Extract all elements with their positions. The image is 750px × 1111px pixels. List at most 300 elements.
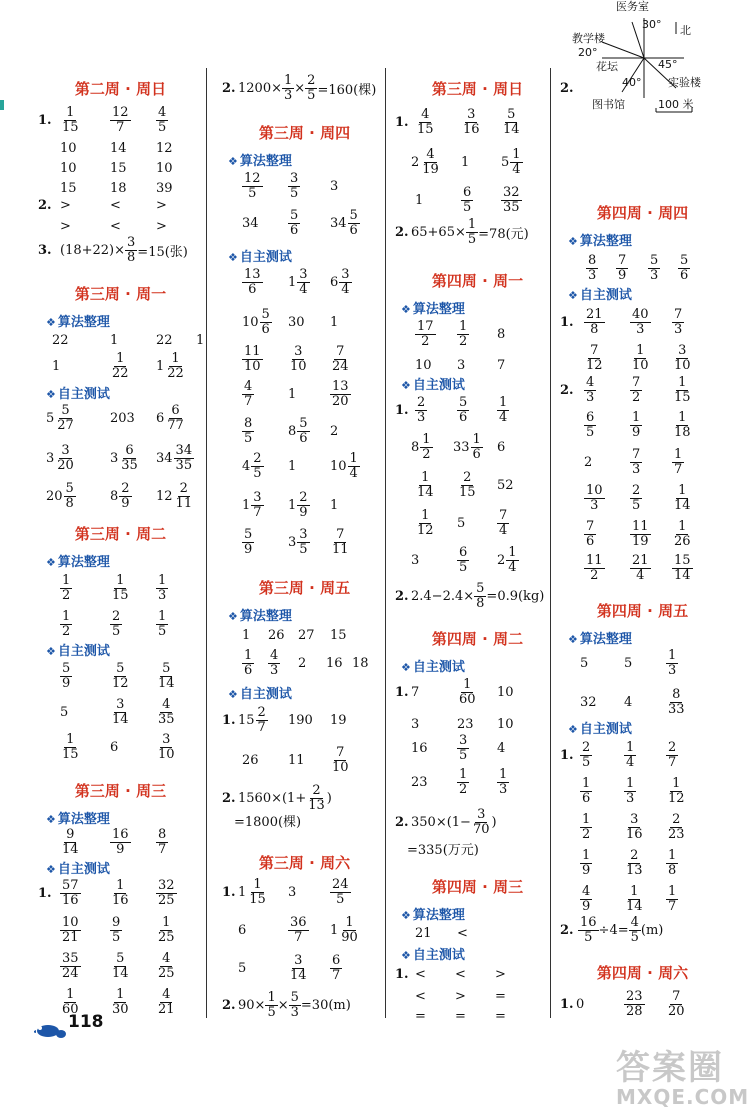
fraction: [305, 74, 317, 103]
numerator: 2: [179, 480, 188, 496]
answer-cell: [415, 503, 436, 543]
answer-row: [222, 910, 392, 950]
answer-row: [222, 166, 392, 206]
numerator: 1: [253, 876, 262, 892]
denominator: 8: [668, 862, 677, 878]
fraction: [672, 484, 693, 513]
fraction: [666, 813, 687, 842]
answer-value: 1: [288, 386, 297, 402]
answer-cell: [411, 762, 428, 802]
numerator: 5: [62, 660, 71, 676]
answer-value: 65+65×: [411, 224, 466, 240]
numerator: 4: [582, 883, 591, 899]
answer-column-2: [222, 0, 392, 1111]
denominator: 7: [244, 393, 253, 409]
fraction: [666, 885, 678, 914]
fraction: [584, 484, 605, 513]
fraction: [165, 404, 186, 433]
fraction: [506, 546, 518, 575]
fraction: [624, 849, 645, 878]
denominator: 12: [668, 790, 685, 806]
fraction: [457, 546, 469, 575]
answer-cell: [330, 910, 360, 950]
fraction: [666, 649, 678, 678]
question-number: 2.: [560, 80, 574, 96]
denominator: 9: [121, 495, 130, 511]
section-title: 第二周 · 周日: [74, 80, 167, 98]
whole-part: 2: [411, 154, 420, 170]
numerator: 21: [586, 306, 603, 322]
numerator: 2: [121, 480, 130, 496]
denominator: 19: [632, 533, 649, 549]
subsection-label: 自主测试: [239, 250, 292, 265]
fraction: [60, 916, 81, 945]
fraction: [497, 509, 509, 538]
subsection-label: 算法整理: [57, 315, 110, 330]
numerator: 2: [630, 847, 639, 863]
fraction: [457, 320, 469, 349]
fraction: [648, 254, 660, 283]
answer-cell: [242, 411, 254, 451]
answer-cell: [288, 948, 309, 988]
numerator: 1: [508, 544, 517, 560]
fraction: [174, 444, 195, 473]
fraction: [251, 452, 263, 481]
denominator: 12: [417, 522, 434, 538]
numerator: 3: [678, 342, 687, 358]
answer-cell: [457, 314, 469, 354]
answer-cell: [110, 822, 131, 862]
numerator: 1: [66, 986, 75, 1002]
answer-row: [222, 302, 392, 342]
section-title: 第三周 · 周日: [431, 80, 524, 98]
denominator: 21: [62, 929, 79, 945]
answer-cell: [156, 656, 177, 696]
numerator: 1: [672, 775, 681, 791]
angle-40: 40°: [622, 76, 642, 89]
numerator: 7: [336, 744, 345, 760]
denominator: 5: [248, 185, 257, 201]
answer-row: [395, 962, 565, 986]
mixed-number: [46, 482, 76, 511]
denominator: 6: [248, 281, 257, 297]
denominator: 12: [112, 675, 129, 691]
answer-value: 10: [60, 160, 77, 176]
answer-row: [560, 843, 730, 883]
mixed-number: [497, 546, 519, 575]
answer-cell: [501, 142, 523, 182]
fraction: [501, 108, 522, 137]
numerator: 16: [580, 914, 597, 930]
answer-value: 5: [238, 960, 247, 976]
fraction: [630, 411, 642, 440]
denominator: 2: [459, 333, 468, 349]
question-number: 2.: [560, 382, 574, 398]
diamond-icon: ❖: [401, 909, 411, 922]
watermark-url: MXQE.COM: [616, 1085, 750, 1109]
numerator: 23: [626, 988, 643, 1004]
answer-cell: [242, 203, 259, 243]
fraction: [110, 828, 131, 857]
fraction: [110, 352, 131, 381]
whole-part: 33: [453, 439, 470, 455]
answer-cell: [110, 910, 122, 950]
fraction: [60, 610, 72, 639]
mixed-number: [411, 433, 433, 462]
fraction: [156, 988, 177, 1017]
fraction: [457, 678, 478, 707]
answer-row: [395, 142, 565, 182]
fraction: [110, 106, 131, 135]
answer-row: [38, 656, 208, 696]
numerator: 1: [162, 914, 171, 930]
answer-cell: [110, 604, 122, 644]
mixed-number: [110, 482, 132, 511]
fraction: [242, 345, 263, 374]
fraction: [420, 148, 441, 177]
subsection-title: [401, 944, 465, 963]
numerator: 1: [349, 450, 358, 466]
denominator: 5: [299, 541, 308, 557]
fraction: [501, 186, 522, 215]
fraction: [630, 308, 651, 337]
numerator: 24: [332, 876, 349, 892]
fraction: [616, 254, 628, 283]
denominator: 5: [467, 231, 477, 247]
numerator: 9: [66, 826, 75, 842]
answer-cell: [666, 879, 678, 919]
fraction: [584, 308, 605, 337]
numerator: 4: [162, 696, 171, 712]
answer-value: 10: [415, 357, 432, 373]
fraction: [60, 733, 81, 762]
numerator: 3: [467, 106, 476, 122]
denominator: 4: [299, 281, 308, 297]
denominator: 5: [584, 929, 593, 945]
denominator: 5: [582, 754, 591, 770]
answer-cell: [60, 873, 81, 913]
fraction: [420, 433, 432, 462]
whole-part: 4: [242, 458, 251, 474]
numerator: 1: [499, 394, 508, 410]
answer-cell: [330, 740, 351, 780]
direction-diagram: [572, 0, 722, 120]
answer-column-3: [395, 0, 565, 1111]
question-number: 2.: [222, 790, 236, 806]
denominator: 10: [332, 759, 349, 775]
fraction: [110, 352, 131, 381]
answer-value: <: [110, 218, 121, 234]
numerator: 3: [116, 696, 125, 712]
subsection-label: 算法整理: [239, 609, 292, 624]
fraction: [242, 380, 254, 409]
fraction: [60, 879, 81, 908]
fraction: [330, 878, 351, 907]
denominator: 8: [127, 249, 136, 265]
answer-value: ): [491, 814, 497, 830]
fraction: [110, 574, 131, 603]
fraction: [672, 308, 684, 337]
answer-value: =0.9(kg): [486, 588, 545, 604]
denominator: 15: [674, 389, 691, 405]
answer-cell: [242, 485, 264, 525]
diamond-icon: ❖: [568, 289, 578, 302]
fraction: [580, 741, 592, 770]
answer-cell: [580, 643, 588, 683]
denominator: 15: [417, 121, 434, 137]
fraction: [457, 734, 469, 763]
fraction: [415, 108, 436, 137]
answer-cell: [288, 302, 305, 342]
section-title: 第四周 · 周六: [596, 964, 689, 982]
answer-cell: [576, 984, 584, 1024]
denominator: 10: [632, 357, 649, 373]
label-hospital: 医务室: [616, 0, 649, 13]
fraction: [672, 308, 684, 337]
fraction: [110, 952, 131, 981]
numerator: 5: [507, 106, 516, 122]
answer-value: <: [415, 966, 426, 982]
answer-cell: [666, 843, 678, 883]
numerator: 1: [499, 766, 508, 782]
denominator: 3: [586, 389, 595, 405]
denominator: 9: [582, 898, 591, 914]
denominator: 5: [586, 424, 595, 440]
fraction: [672, 376, 693, 405]
denominator: 2: [62, 623, 71, 639]
denominator: 3: [668, 662, 677, 678]
answer-cell: [288, 740, 305, 780]
diamond-icon: ❖: [46, 556, 56, 569]
denominator: 3: [588, 267, 597, 283]
whole-part: 15: [238, 712, 255, 728]
whole-part: 1: [242, 497, 251, 513]
answer-row: [395, 503, 565, 543]
numerator: 16: [112, 826, 129, 842]
numerator: 3: [162, 731, 171, 747]
answer-row: [38, 100, 208, 140]
fraction: [666, 990, 687, 1019]
fraction: [580, 813, 592, 842]
denominator: 5: [112, 929, 121, 945]
answer-value: ): [326, 790, 332, 806]
denominator: 22: [167, 365, 184, 381]
fraction: [60, 916, 81, 945]
numerator: 7: [674, 306, 683, 322]
fraction: [666, 649, 678, 678]
fraction: [110, 879, 131, 908]
answer-cell: [501, 102, 522, 142]
denominator: 5: [336, 891, 345, 907]
answer-value: 15: [110, 160, 127, 176]
fraction: [501, 186, 522, 215]
denominator: 3: [158, 587, 167, 603]
numerator: 1: [345, 914, 354, 930]
fraction: [666, 813, 687, 842]
fraction: [580, 777, 592, 806]
fraction: [156, 916, 177, 945]
fraction: [156, 698, 177, 727]
question-number: 1.: [560, 996, 574, 1012]
answer-cell: [580, 682, 597, 722]
fraction: [624, 813, 645, 842]
mixed-number: [453, 433, 483, 462]
fraction: [282, 74, 294, 103]
answer-value: 3: [330, 178, 339, 194]
fraction: [330, 746, 351, 775]
answer-cell: [584, 405, 596, 445]
question-number: 1.: [38, 885, 52, 901]
answer-row: [222, 446, 392, 486]
numerator: 1: [116, 986, 125, 1002]
equation: [411, 576, 544, 616]
fraction: [584, 411, 596, 440]
answer-cell: [330, 446, 360, 486]
answer-value: 1: [110, 332, 119, 348]
answer-cell: [330, 262, 352, 302]
fraction: [125, 236, 137, 265]
question-number: 1.: [222, 884, 236, 900]
fraction: [242, 268, 263, 297]
answer-cell: [624, 682, 632, 722]
answer-row: [560, 302, 730, 342]
fraction: [466, 218, 478, 247]
answer-cell: [156, 982, 177, 1022]
answer-cell: [298, 643, 306, 683]
numerator: 3: [61, 442, 70, 458]
answer-cell: [238, 948, 246, 988]
answer-cell: [60, 946, 81, 986]
fraction: [666, 741, 678, 770]
fraction: [630, 520, 651, 549]
label-flower-bed: 花坛: [596, 60, 618, 73]
answer-cell: [242, 740, 259, 780]
fraction: [678, 254, 690, 283]
answer-value: 19: [330, 712, 347, 728]
fraction: [330, 954, 342, 983]
numerator: 5: [349, 207, 358, 223]
denominator: 2: [422, 446, 431, 462]
denominator: 5: [112, 623, 121, 639]
mixed-number: [242, 308, 272, 337]
answer-row: [560, 807, 730, 847]
fraction: [110, 916, 122, 945]
answer-cell: [330, 203, 360, 243]
fraction: [60, 952, 81, 981]
answer-value: 3: [288, 884, 297, 900]
answer-cell: [415, 390, 427, 430]
numerator: 1: [632, 409, 641, 425]
answer-value: 1: [196, 332, 205, 348]
diamond-icon: ❖: [568, 235, 578, 248]
answer-row: [222, 700, 392, 740]
answer-value: 5: [580, 655, 589, 671]
answer-cell: [238, 700, 268, 740]
numerator: 1: [421, 469, 430, 485]
answer-cell: [411, 540, 419, 580]
answer-value: 1560×(1+: [238, 790, 307, 806]
answer-cell: [330, 374, 351, 414]
watermark-text: 答案圈: [616, 1048, 724, 1088]
fraction: [474, 582, 486, 611]
fraction: [110, 662, 131, 691]
mixed-number: [242, 491, 264, 520]
answer-cell: [330, 302, 338, 342]
answer-value: 10: [156, 160, 173, 176]
denominator: 14: [503, 121, 520, 137]
answer-cell: [584, 370, 596, 410]
answer-cell: [497, 503, 509, 543]
fraction: [156, 106, 168, 135]
answer-cell: [110, 568, 131, 608]
answer-row: [395, 314, 565, 354]
numerator: 3: [299, 266, 308, 282]
answer-cell: [461, 102, 482, 142]
scale-label: 100 米: [658, 98, 694, 111]
fraction: [156, 733, 177, 762]
fraction: [497, 396, 509, 425]
denominator: 7: [674, 461, 683, 477]
fraction: [415, 320, 436, 349]
answer-cell: [580, 843, 592, 883]
answer-row: [222, 411, 392, 451]
answer-cell: [288, 522, 310, 562]
answer-cell: [584, 478, 605, 518]
fraction: [672, 554, 693, 583]
question-number: 1.: [395, 684, 409, 700]
answer-row: [560, 442, 730, 482]
fraction: [624, 777, 636, 806]
question-number: 2.: [222, 80, 236, 96]
numerator: 1: [626, 739, 635, 755]
answer-row: [222, 203, 392, 243]
question-number: 2.: [222, 997, 236, 1013]
fraction: [156, 952, 177, 981]
fraction: [156, 662, 177, 691]
subsection-label: 算法整理: [412, 908, 465, 923]
fraction: [156, 574, 168, 603]
denominator: 6: [349, 222, 358, 238]
fraction: [55, 404, 76, 433]
answer-value: =160(棵): [317, 82, 377, 98]
whole-part: 8: [110, 488, 119, 504]
question-number: 2.: [395, 224, 409, 240]
fraction: [348, 452, 360, 481]
answer-cell: [110, 982, 131, 1022]
fraction: [268, 649, 280, 678]
numerator: 1: [158, 608, 167, 624]
numerator: 4: [630, 914, 639, 930]
denominator: 24: [332, 358, 349, 374]
whole-part: 1: [288, 497, 297, 513]
numerator: 5: [61, 402, 70, 418]
denominator: 16: [463, 121, 480, 137]
subsection-title: [568, 230, 632, 249]
answer-cell: [457, 540, 469, 580]
answer-row: [38, 822, 208, 862]
answer-cell: [497, 353, 505, 377]
label-teaching-building: 教学楼: [572, 32, 605, 45]
fraction: [156, 733, 177, 762]
numerator: 1: [171, 350, 180, 366]
fraction: [630, 344, 651, 373]
fraction: [584, 554, 605, 583]
answer-cell: [457, 503, 465, 543]
fraction: [110, 988, 131, 1017]
denominator: 14: [62, 841, 79, 857]
question-number: 1.: [38, 112, 52, 128]
fraction: [242, 345, 263, 374]
